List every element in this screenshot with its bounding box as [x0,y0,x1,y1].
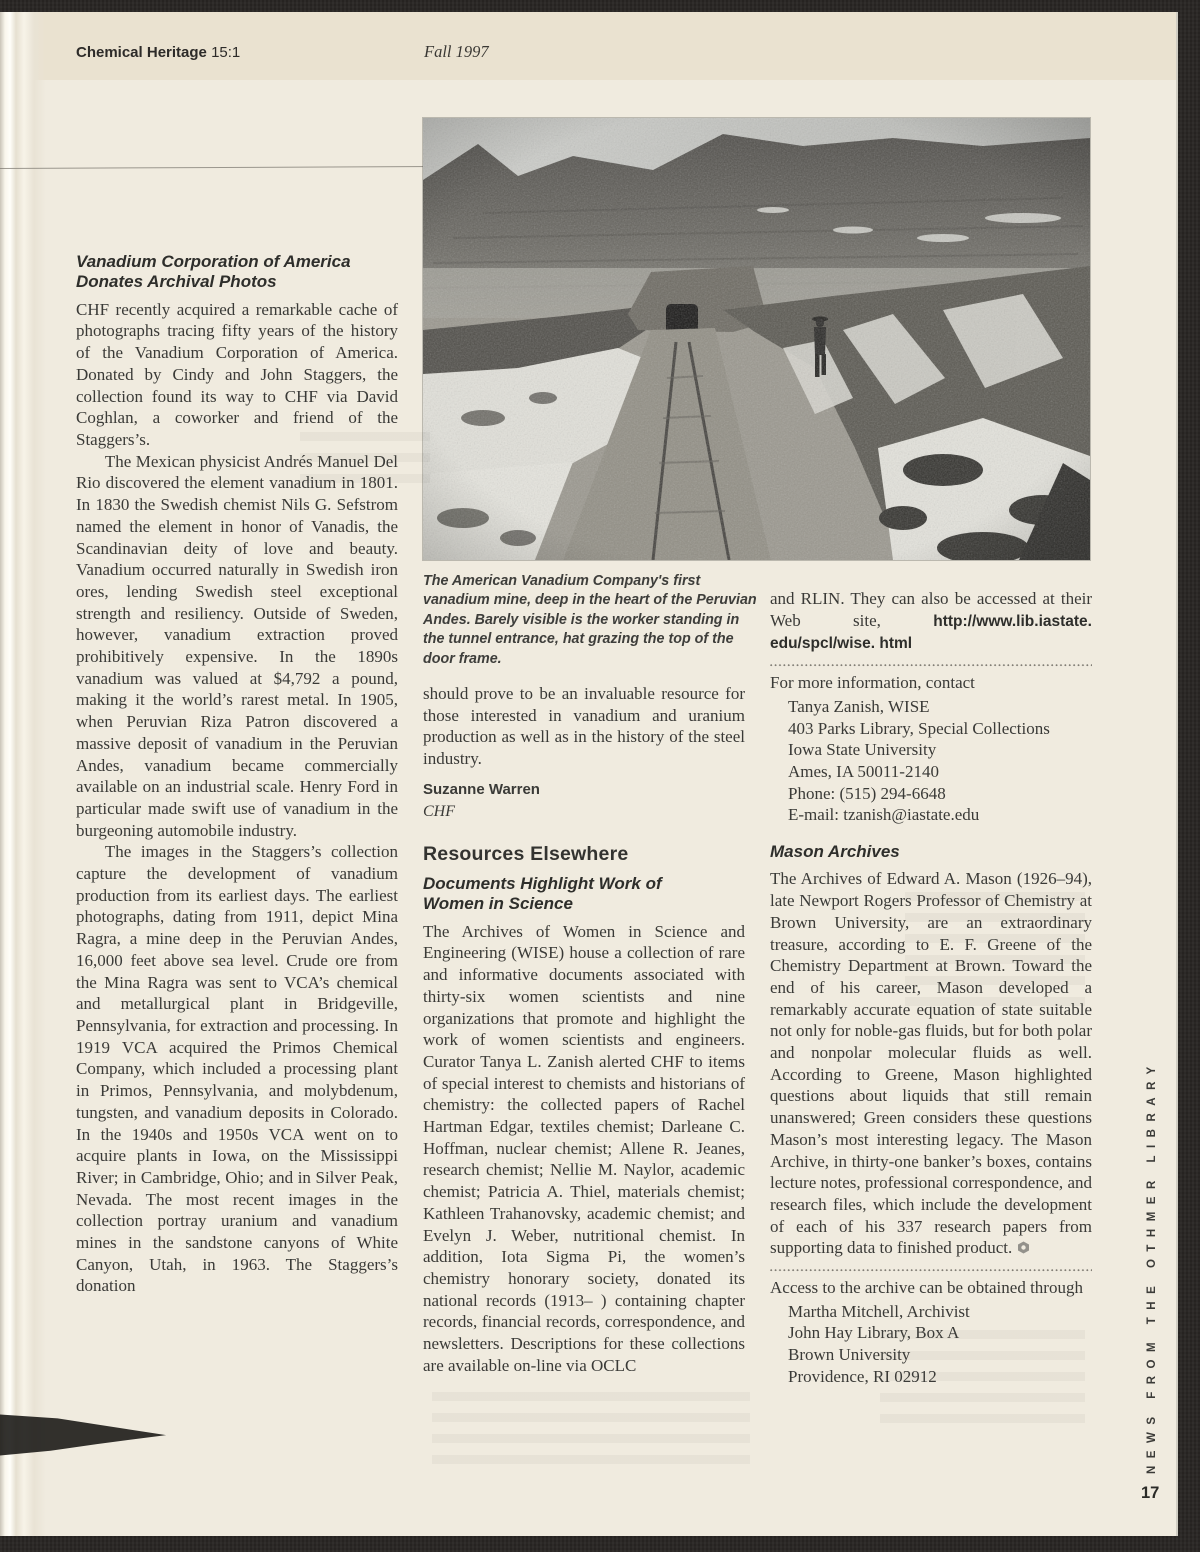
journal-title: Chemical Heritage [76,44,207,61]
wise-title-line-2: Women in Science [423,894,573,914]
contact-line: Brown University [788,1345,911,1365]
title-line-1: Vanadium Corporation of America [76,252,351,271]
contact-line: 403 Parks Library, Special Collections [788,718,1050,738]
contact-line: Phone: (515) 294-6648 [788,783,946,803]
mason-body-text: The Archives of Edward A. Mason (1926–94), late Newport Rogers Professor of Chemistry at Brown University, are an extraordinary treasure, according to E. F. Greene of the Chemistry Department at Brown. Toward the end of his career, Mason developed a remarkably accurate equation of state suitable not only for noble-gas fluids, but for both polar and nonpolar molecular fluids as well. According to Greene, Mason highlighted questions about liquids that still remain unanswered; Green considers these questions Mason’s most interesting legacy. The Mason Archive, in thirty-one banker’s boxes, contains lecture notes, professional correspondence, and research files, which include the development of each of his 337 research papers from supporting data to finished product. [770,869,1092,1258]
wise-web-address: http://www.lib.iastate. edu/spcl/wise. html [770,612,1092,653]
magazine-page [0,12,1178,1536]
photo-caption: The American Vanadium Company's first vanadium mine, deep in the heart of the Peruvian Andes. Barely visible is the worker standing in the tunnel entrance, hat grazing the top of the door frame. [423,573,757,667]
vanadium-paragraph: The Mexican physicist Andrés Manuel Del Rio discovered the element vanadium in 1801. In 1830 the Swedish chemist Nils G. Sefstrom named the element in honor of Vanadis, the Scandinavian deity of love and beauty. Vanadium occurred naturally in Swedish iron ores, lending Swedish steel exceptional strength and resiliency. Outside of Sweden, however, vanadium extraction proved prohibitively expensive. In the 1890s vanadium was valued at $4,792 a pound, making it the world’s rarest metal. In 1905, when Peruvian Riza Patron discovered a massive deposit of vanadium in the Peruvian Andes, vanadium became commercially available on an industrial scale. Henry Ford in particular made swift use of vanadium in the burgeoning automobile industry. [76,451,398,840]
contact-line: Iowa State University [788,740,937,760]
contact-line: Providence, RI 02912 [788,1366,937,1386]
contact-line: Tanya Zanish, WISE [788,696,930,716]
running-header [76,44,1096,61]
dotted-rule [770,664,1092,667]
wise-continuation-text: and RLIN. They can also be accessed at their Web site, [770,589,1092,630]
vanadium-continuation: should prove to be an invaluable resource for those interested in vanadium and uranium production as well as in the history of the steel industry. [423,684,745,769]
vanadium-paragraph: The images in the Staggers’s collection capture the development of vanadium production from its earliest days. The earliest photographs, dating from 1911, depict Mina Ragra, a mine deep in the Peruvian Andes, 16,000 feet above sea level. Crude ore from the Mina Ragra was sent to VCA’s chemical and metallurgical plant in Bridgeville, Pennsylvania, for extraction and processing. In 1919 VCA acquired the Primos Chemical Company, which included a processing plant in Primos, Pennsylvania, and molybdenum, tungsten, and vanadium deposits in Colorado. In the 1940s and 1950s VCA went on to acquire plants in Iowa, on the Mississippi River; in Cambridge, Ohio; and in Silver Peak, Nevada. The most recent images in the collection portray uranium and vanadium mines in the sandstone canyons of White Canyon, Utah, in 1963. The Staggers’s donation [76,842,398,1296]
vanadium-paragraph: CHF recently acquired a remarkable cache of photographs tracing fifty years of the history of the Vanadium Corporation of America. Donated by Cindy and John Staggers, the collection found its way to CHF via David Coghlan, a coworker and friend of the Staggers’s. [76,299,398,449]
showthrough-ghost-text [432,1392,750,1470]
page-crease [0,166,436,169]
showthrough-ghost-text [880,1330,1085,1430]
wise-body: The Archives of Women in Science and Engineering (WISE) house a collection of rare and informative documents associated with thirty-six women scientists and nine organizations that promote and highlight the work of women scientists and engineers. Curator Tanya L. Zanish alerted CHF to items of special interest to chemists and historians of chemistry: the collected papers of Rachel Hartman Edgar, textiles chemist; Darleane C. Hoffman, nuclear chemist; Allene R. Jeanes, research chemist; Nellie M. Naylor, academic chemist; Patricia A. Thiel, materials chemist; Kathleen Trahanovsky, academic chemist; and Evelyn J. Weber, nutritional chemist. In addition, Iota Sigma Pi, the women’s chemistry honorary society, donated its national records (1913– ) containing chapter records, financial records, correspondence, and newsletters. Descriptions for these collections are available on-line via OCLC [423,921,745,1375]
wise-contact-intro: For more information, contact [770,673,975,693]
column-left [76,252,398,1297]
mine-photograph [423,118,1090,560]
byline-author: Suzanne Warren [423,780,540,798]
page-number: 17 [1141,1484,1160,1502]
binding-edge [0,12,46,1536]
title-line-2: Donates Archival Photos [76,272,277,292]
mine-photo-art [423,118,1090,560]
showthrough-ghost-text [300,432,430,490]
dotted-rule [770,1269,1092,1272]
resources-section-title: Resources Elsewhere [423,843,629,866]
wise-contact-block [788,696,1092,826]
contact-line: John Hay Library, Box A [788,1323,960,1343]
department-vertical-label: NEWS FROM THE OTHMER LIBRARY [1146,1059,1158,1474]
vanadium-article-title [76,252,398,293]
column-middle [423,683,745,1376]
journal-issue: 15:1 [211,44,241,61]
byline-organization: CHF [423,802,455,820]
mason-article-title: Mason Archives [770,842,900,862]
photo-vignette [423,118,1090,560]
end-ornament-icon [1017,1238,1030,1260]
contact-line: Martha Mitchell, Archivist [788,1301,970,1321]
issue-date: Fall 1997 [424,42,489,61]
showthrough-ghost-text [905,892,1085,1010]
byline [423,779,745,822]
mason-access-intro: Access to the archive can be obtained through [770,1278,1083,1298]
contact-line: E-mail: tzanish@iastate.edu [788,805,980,825]
wise-continuation [770,588,1092,655]
wise-article-title [423,874,745,915]
contact-line: Ames, IA 50011-2140 [788,761,939,781]
wise-title-line-1: Documents Highlight Work of [423,873,662,893]
